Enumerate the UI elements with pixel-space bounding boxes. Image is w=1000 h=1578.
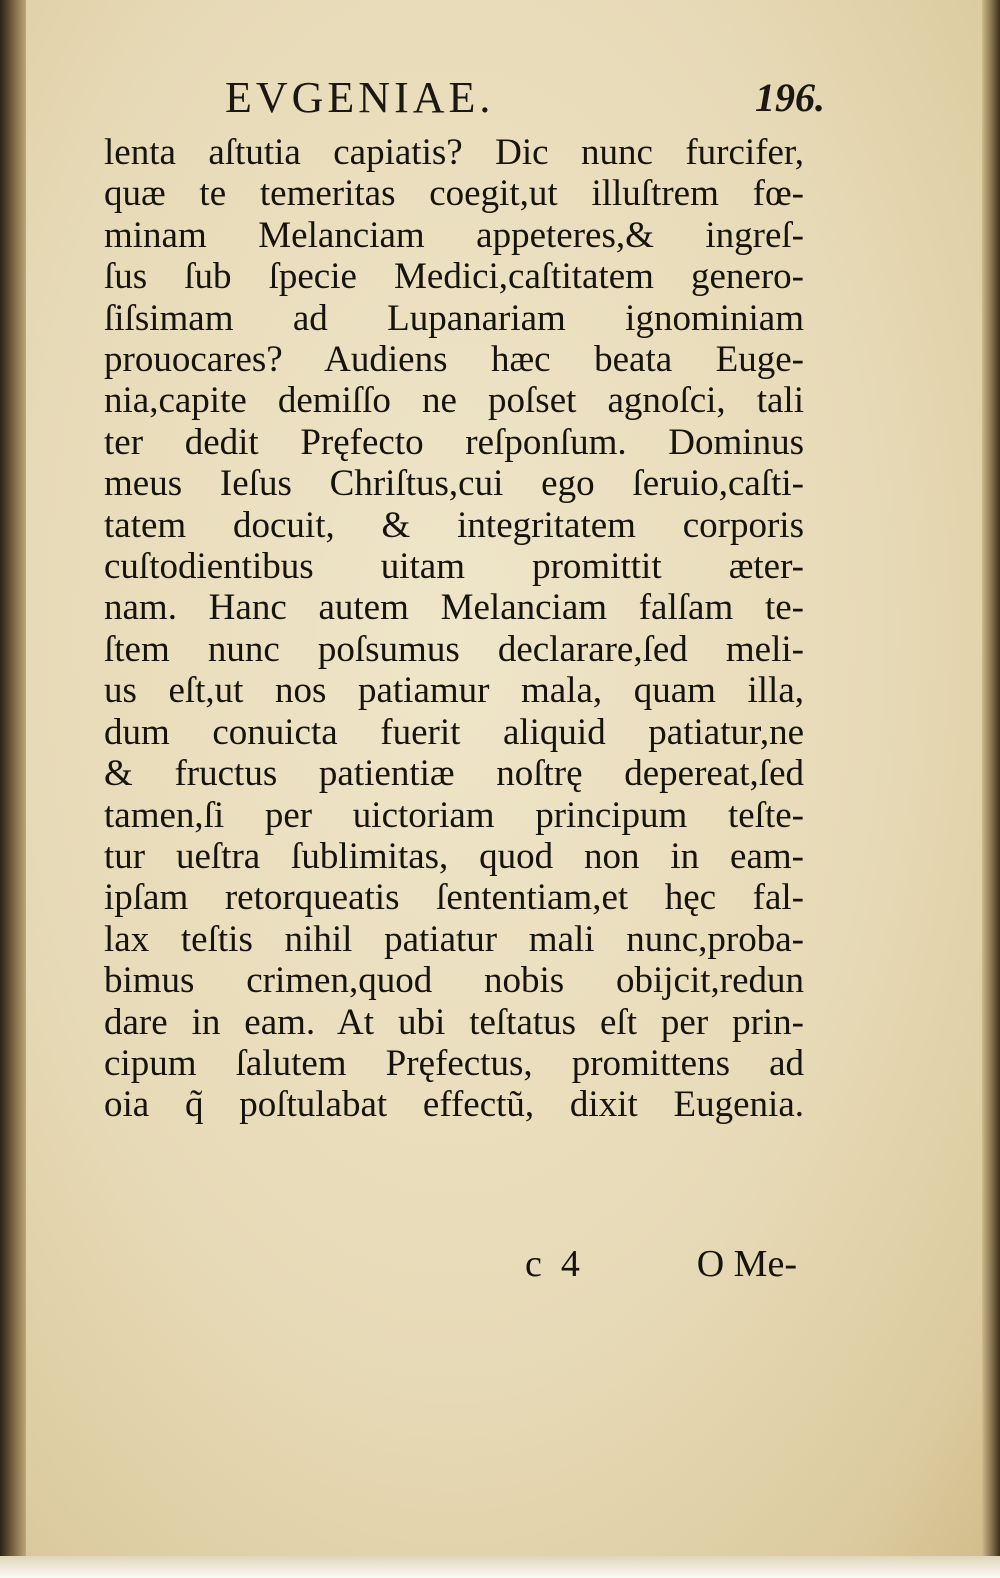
text-line: minam Melanciam appeteres,& ingreſ- <box>104 214 804 256</box>
text-line: cuſtodientibus uitam promittit æter- <box>104 546 804 588</box>
page-header <box>225 72 825 124</box>
signature-mark: c 4 <box>525 1243 580 1285</box>
text-line: cipum ſalutem Pręfectus, promittens ad <box>104 1042 804 1084</box>
page-footer <box>525 1242 797 1288</box>
text-line: & fructus patientiæ noſtrę depereat,ſed <box>104 753 804 795</box>
text-line: tatem docuit, & integritatem corporis <box>104 504 804 546</box>
text-line: nam. Hanc autem Melanciam falſam te- <box>104 587 804 629</box>
page-bottom-edge <box>0 1556 1000 1578</box>
text-line: ſtem nunc poſsumus declarare,ſed meli- <box>104 628 804 670</box>
body-text <box>104 132 804 1126</box>
text-line: ſiſsimam ad Lupanariam ignominiam <box>104 297 804 339</box>
text-line: ipſam retorqueatis ſententiam,et hęc fal- <box>104 877 804 919</box>
text-line: oia q̃ poſtulabat effectũ, dixit Eugenia. <box>104 1084 804 1126</box>
page-left-edge <box>0 0 26 1578</box>
text-line: quæ te temeritas coegit,ut illuſtrem fœ- <box>104 173 804 215</box>
page-number: 196. <box>755 75 825 120</box>
text-line: lax teſtis nihil patiatur mali nunc,proba- <box>104 918 804 960</box>
text-line: dum conuicta fuerit aliquid patiatur,ne <box>104 711 804 753</box>
text-line: ter dedit Pręfecto reſponſum. Dominus <box>104 421 804 463</box>
text-line: tur ueſtra ſublimitas, quod non in eam- <box>104 835 804 877</box>
text-line: nia,capite demiſſo ne poſset agnoſci, tali <box>104 380 804 422</box>
catchword: O Me- <box>696 1243 797 1285</box>
text-line: us eſt,ut nos patiamur mala, quam illa, <box>104 670 804 712</box>
text-line: tamen,ſi per uictoriam principum teſte- <box>104 794 804 836</box>
text-line: lenta aſtutia capiatis? Dic nunc furcifer, <box>104 132 804 173</box>
text-line: bimus crimen,quod nobis obijcit,redun <box>104 960 804 1002</box>
text-line: meus Ieſus Chriſtus,cui ego ſeruio,caſti- <box>104 463 804 505</box>
text-line: ſus ſub ſpecie Medici,caſtitatem genero- <box>104 256 804 298</box>
text-line: dare in eam. At ubi teſtatus eſt per prin- <box>104 1001 804 1043</box>
text-line: prouocares? Audiens hæc beata Euge- <box>104 339 804 381</box>
page-right-edge <box>982 0 1000 1578</box>
running-title: EVGENIAE. <box>225 73 495 122</box>
